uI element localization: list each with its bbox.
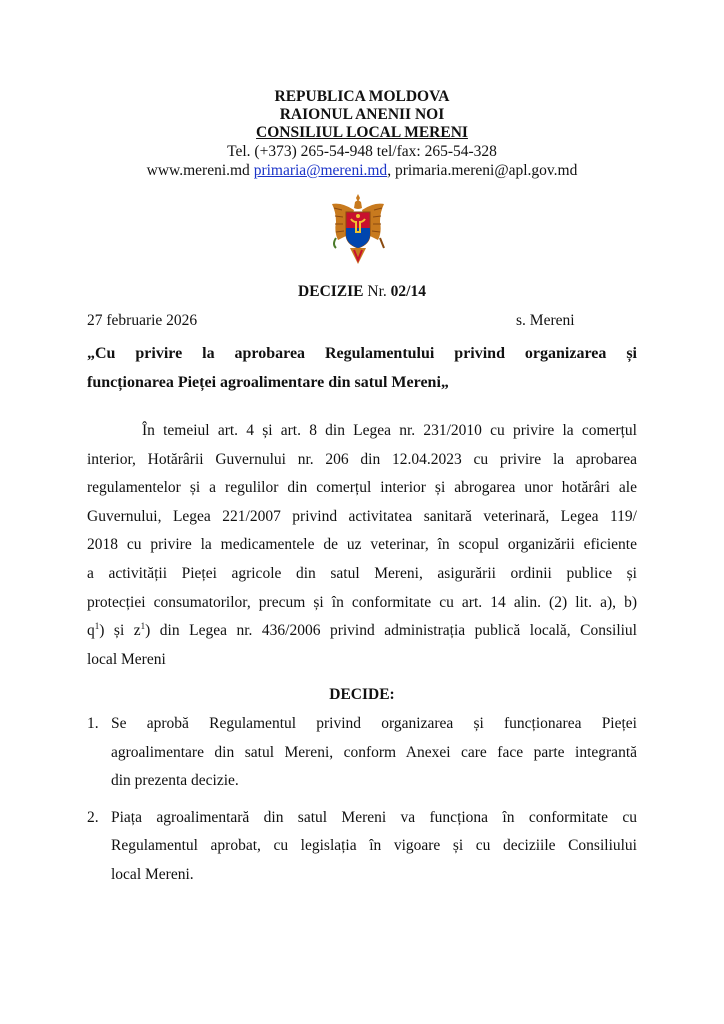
- text-mid: ) și z: [99, 622, 141, 640]
- item-line: Piața agroalimentară din satul Mereni va funcționa în conformitate cu: [111, 808, 637, 826]
- list-item: [87, 804, 637, 890]
- decision-number: 02/14: [390, 283, 426, 300]
- superscript: 1: [94, 621, 100, 632]
- header-council: [0, 124, 724, 142]
- preamble-line: Guvernului, Legea 221/2007 privind activitatea sanitară veterinară, Legea 119/: [87, 507, 637, 525]
- item-line: Se aprobă Regulamentul privind organizarea și funcționarea Pieței: [111, 715, 637, 732]
- item-number: 2.: [87, 808, 99, 826]
- preamble-line: [87, 617, 637, 646]
- preamble-line: 2018 cu privire la medicamentele de uz veterinar, în scopul organizării eficiente: [87, 536, 637, 554]
- subject-line: funcționarea Pieței agroalimentare din satul Mereni„: [87, 373, 449, 391]
- item-line: agroalimentare din satul Mereni, conform Anexei care face parte integrantă: [111, 743, 637, 761]
- email-separator: ,: [387, 162, 395, 179]
- preamble-line: În temeiul art. 4 și art. 8 din Legea nr. 231/2010 cu privire la comerțul: [142, 422, 637, 439]
- decide-heading: DECIDE:: [329, 686, 395, 703]
- header-email2: primaria.mereni@apl.gov.md: [394, 162, 578, 179]
- item-line: Regulamentul aprobat, cu legislația în vigoare și cu deciziile Consiliului: [111, 837, 637, 855]
- header-contacts: [0, 162, 724, 180]
- coat-of-arms-icon: [328, 192, 388, 270]
- header-district: RAIONUL ANENII NOI: [279, 106, 445, 123]
- decision-nr-label: Nr.: [367, 283, 387, 300]
- list-item: [87, 710, 637, 796]
- preamble-line: local Mereni: [87, 650, 166, 668]
- header-country: REPUBLICA MOLDOVA: [274, 88, 450, 105]
- header-council-text: CONSILIUL LOCAL MERENI: [256, 124, 468, 141]
- item-line: din prezenta decizie.: [111, 772, 239, 790]
- email-link[interactable]: primaria@mereni.md: [253, 162, 388, 179]
- decision-place: s. Mereni: [516, 312, 575, 329]
- preamble-line: protecției consumatorilor, precum și în conformitate cu art. 14 alin. (2) lit. a), b): [87, 593, 637, 611]
- decision-label: DECIZIE: [298, 283, 364, 300]
- decision-items: [87, 710, 637, 898]
- preamble-line: regulamentelor și a regulilor din comerțul interior și abrogarea unor hotărâri ale: [87, 479, 637, 497]
- item-number: 1.: [87, 715, 99, 732]
- text-q: q: [87, 622, 95, 640]
- item-line: local Mereni.: [111, 865, 194, 883]
- decision-date: 27 februarie 2026: [87, 312, 198, 329]
- decision-title: [0, 283, 724, 301]
- preamble-paragraph: [87, 417, 637, 674]
- subject-line: „Cu privire la aprobarea Regulamentului privind organizarea și: [87, 345, 637, 362]
- header-website: www.mereni.md: [146, 162, 250, 179]
- header-phone: Tel. (+373) 265-54-948 tel/fax: 265-54-328: [227, 143, 497, 160]
- text-rest: ) din Legea nr. 436/2006 privind administrația publică locală, Consiliul: [145, 622, 637, 640]
- superscript: 1: [140, 621, 146, 632]
- decision-subject: [87, 340, 637, 397]
- preamble-line: a activității Pieței agricole din satul Mereni, asigurării ordinii publice și: [87, 564, 637, 582]
- preamble-line: interior, Hotărârii Guvernului nr. 206 din 12.04.2023 cu privire la aprobarea: [87, 450, 637, 468]
